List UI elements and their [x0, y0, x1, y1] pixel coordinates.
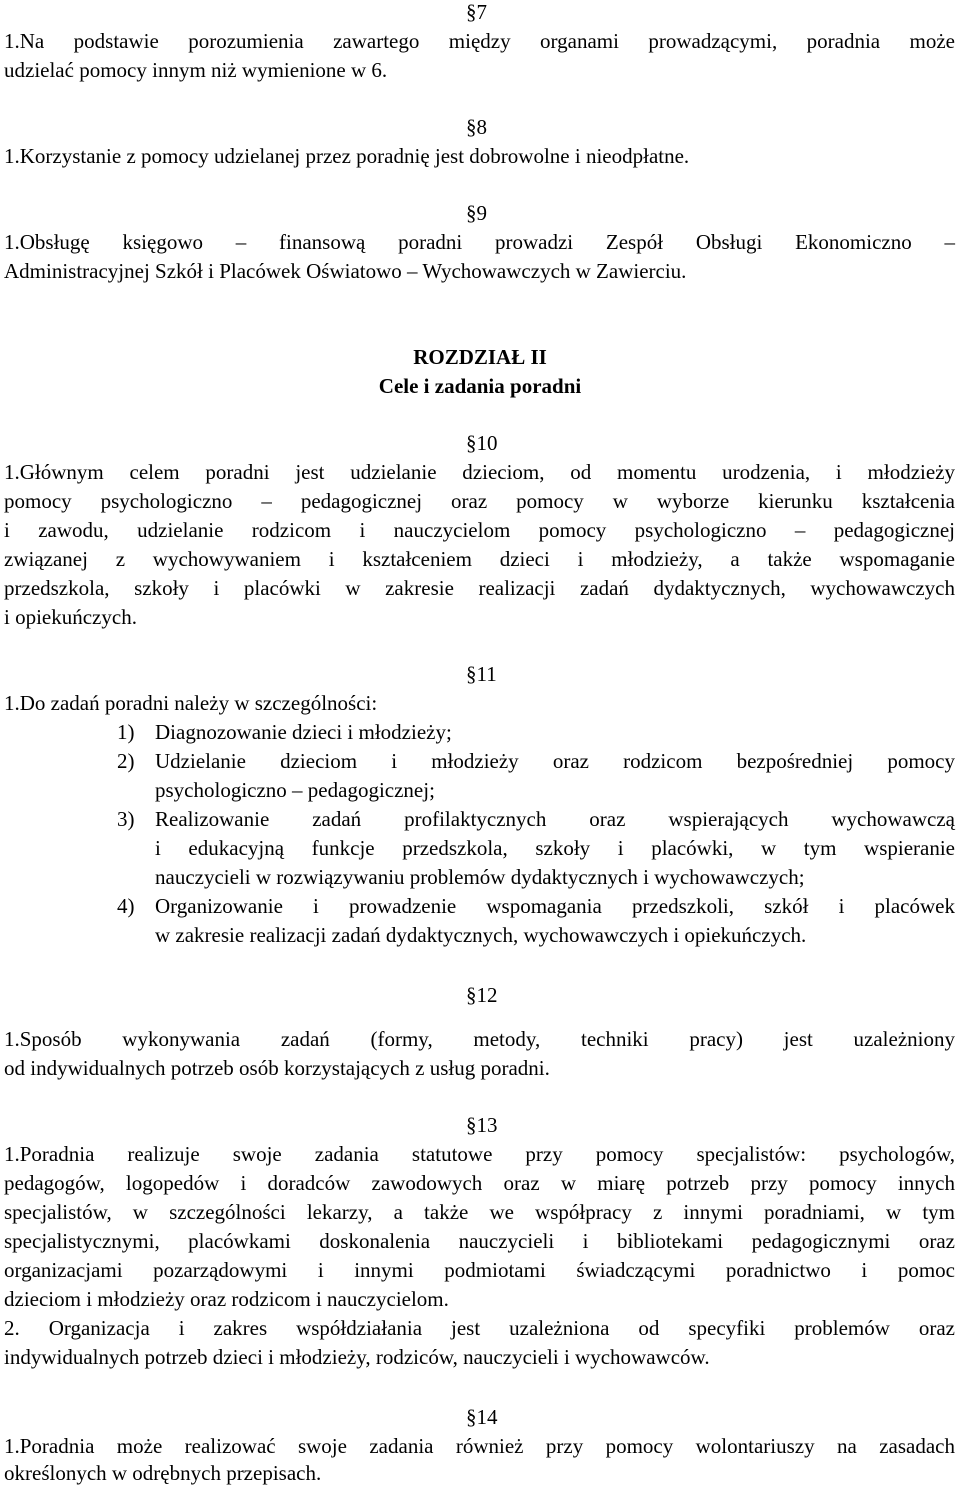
list-item-3-line-3: nauczycieli w rozwiązywaniu problemów dydaktycznych i wychowawczych;: [155, 865, 805, 889]
section-13-line-4: specjalistycznymi, placówkami doskonalenia nauczycieli i bibliotekami pedagogicznymi oraz: [4, 1229, 955, 1253]
list-item-3-number: 3): [117, 807, 135, 831]
section-13-line-1: 1.Poradnia realizuje swoje zadania statutowe przy pomocy specjalistów: psychologów,: [4, 1142, 955, 1166]
section-12-line-1: 1.Sposób wykonywania zadań (formy, metody, techniki pracy) jest uzależniony: [4, 1027, 955, 1051]
list-item-1-number: 1): [117, 720, 135, 744]
section-13-line-2: pedagogów, logopedów i doradców zawodowych oraz w miarę potrzeb przy pomocy innych: [4, 1171, 955, 1195]
section-13-line-3: specjalistów, w szczególności lekarzy, a także we współpracy z innymi poradniami, w tym: [4, 1200, 955, 1224]
section-9-number: §9: [466, 201, 487, 225]
section-14-line-2: określonych w odrębnych przepisach.: [4, 1461, 322, 1485]
section-symbol: §: [466, 115, 477, 139]
section-13-line-8: indywidualnych potrzeb dzieci i młodzieży, rodziców, nauczycieli i wychowawców.: [4, 1345, 710, 1369]
chapter-title: ROZDZIAŁ II: [413, 345, 547, 369]
chapter-subtitle: Cele i zadania poradni: [378, 374, 582, 398]
section-13-number: §13: [466, 1113, 498, 1137]
section-symbol: §: [466, 983, 477, 1007]
list-item-3-line-1: Realizowanie zadań profilaktycznych oraz wspierających wychowawczą: [155, 807, 955, 831]
section-10-line-1: 1.Głównym celem poradni jest udzielanie dzieciom, od momentu urodzenia, i młodzieży: [4, 460, 955, 484]
section-13-line-5: organizacjami pozarządowymi i innymi podmiotami świadczącymi poradnictwo i pomoc: [4, 1258, 955, 1282]
list-item-2-number: 2): [117, 749, 135, 773]
section-10-line-3: i zawodu, udzielanie rodzicom i nauczycielom pomocy psychologiczno – pedagogicznej: [4, 518, 955, 542]
list-item-4-line-1: Organizowanie i prowadzenie wspomagania przedszkoli, szkół i placówek: [155, 894, 955, 918]
section-9-line-1: 1.Obsługę księgowo – finansową poradni prowadzi Zespół Obsługi Ekonomiczno –: [4, 230, 955, 254]
section-symbol: §: [466, 0, 477, 24]
section-8-line-1: 1.Korzystanie z pomocy udzielanej przez poradnię jest dobrowolne i nieodpłatne.: [4, 144, 690, 168]
list-item-2-line-1: Udzielanie dzieciom i młodzieży oraz rodzicom bezpośredniej pomocy: [155, 749, 955, 773]
section-11-number: §11: [466, 662, 497, 686]
section-10-line-5: przedszkola, szkoły i placówki w zakresie realizacji zadań dydaktycznych, wychowawczych: [4, 576, 955, 600]
section-symbol: §: [466, 662, 477, 686]
list-item-4-number: 4): [117, 894, 135, 918]
section-8-number: §8: [466, 115, 487, 139]
section-10-line-4: związanej z wychowywaniem i kształceniem dzieci i młodzieży, a także wspomaganie: [4, 547, 955, 571]
section-13-line-7: 2. Organizacja i zakres współdziałania jest uzależniona od specyfiki problemów oraz: [4, 1316, 955, 1340]
section-10-line-6: i opiekuńczych.: [4, 605, 137, 629]
list-item-1-line-1: Diagnozowanie dzieci i młodzieży;: [155, 720, 452, 744]
list-item-2-line-2: psychologiczno – pedagogicznej;: [155, 778, 435, 802]
section-14-number: §14: [466, 1405, 498, 1429]
section-12-number: §12: [466, 983, 498, 1007]
section-11-intro: 1.Do zadań poradni należy w szczególności:: [4, 691, 378, 715]
section-10-number: §10: [466, 431, 498, 455]
section-symbol: §: [466, 431, 477, 455]
list-item-3-line-2: i edukacyjną funkcje przedszkola, szkoły i placówki, w tym wspieranie: [155, 836, 955, 860]
section-symbol: §: [466, 201, 477, 225]
section-symbol: §: [466, 1405, 477, 1429]
section-7-line-1: 1.Na podstawie porozumienia zawartego między organami prowadzącymi, poradnia może: [4, 29, 955, 53]
section-7-line-2: udzielać pomocy innym niż wymienione w 6.: [4, 58, 388, 82]
section-13-line-6: dzieciom i młodzieży oraz rodzicom i nauczycielom.: [4, 1287, 449, 1311]
list-item-4-line-2: w zakresie realizacji zadań dydaktycznych, wychowawczych i opiekuńczych.: [155, 923, 807, 947]
section-symbol: §: [466, 1113, 477, 1137]
section-7-number: §7: [466, 0, 487, 24]
section-12-line-2: od indywidualnych potrzeb osób korzystających z usług poradni.: [4, 1056, 550, 1080]
section-14-line-1: 1.Poradnia może realizować swoje zadania również przy pomocy wolontariuszy na zasadach: [4, 1434, 955, 1458]
section-9-line-2: Administracyjnej Szkół i Placówek Oświatowo – Wychowawczych w Zawierciu.: [4, 259, 687, 283]
section-10-line-2: pomocy psychologiczno – pedagogicznej oraz pomocy w wyborze kierunku kształcenia: [4, 489, 955, 513]
